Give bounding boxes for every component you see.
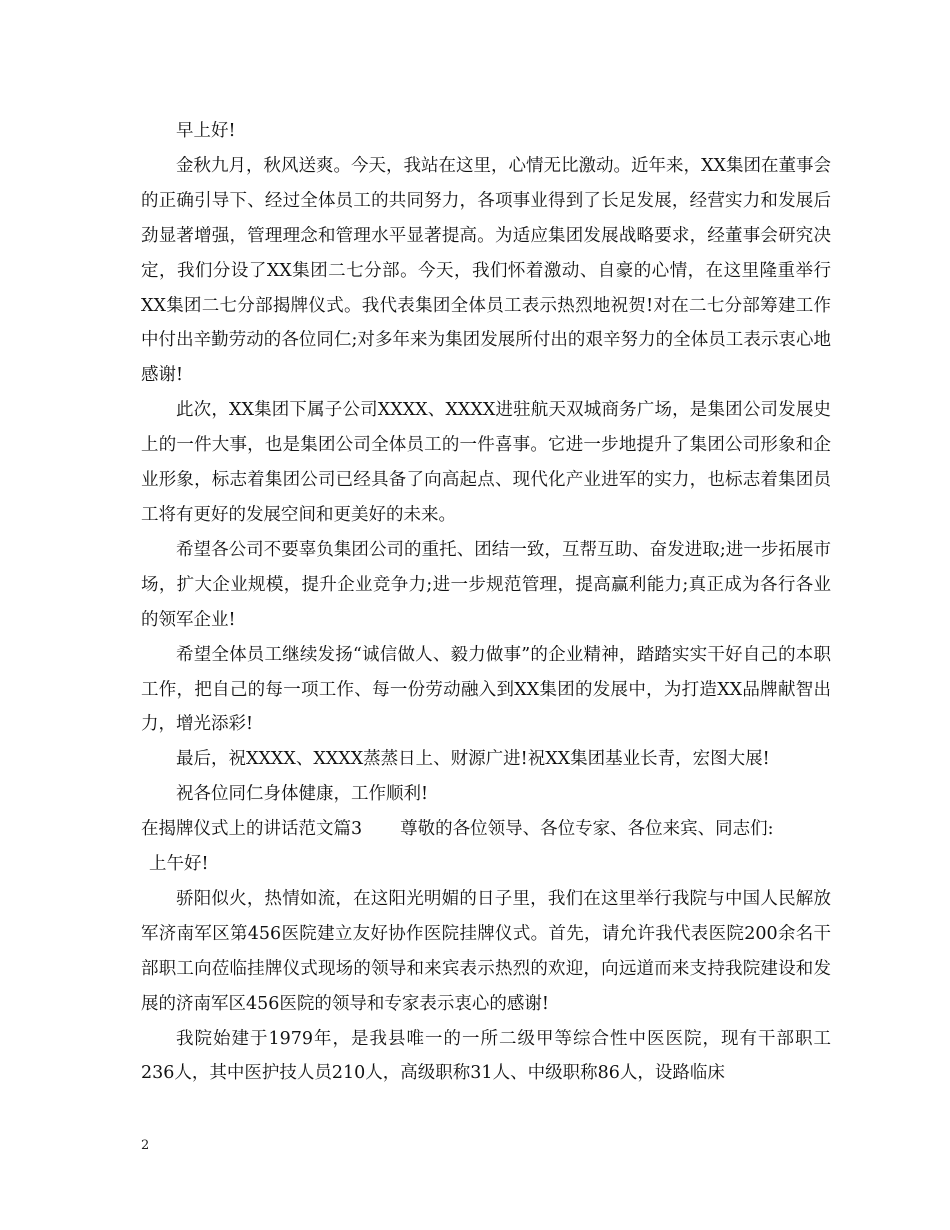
paragraph-hope-employees: 希望全体员工继续发扬“诚信做人、毅力做事”的企业精神，踏踏实实干好自己的本职工作，把自己的每一项工作、每一份劳动融入到XX集团的发展中，为打造XX品牌献智出力，增光添彩! <box>141 644 831 735</box>
salutation: 尊敬的各位领导、各位专家、各位来宾、同志们: <box>400 819 774 840</box>
paragraph-hope-companies: 希望各公司不要辜负集团公司的重托、团结一致，互帮互助、奋发进取;进一步拓展市场，扩大企业规模，提升企业竞争力;进一步规范管理，提高赢利能力;真正成为各行各业的领军企业! <box>141 539 831 630</box>
greeting-noon: 上午好! <box>149 854 209 875</box>
section-title: 在揭牌仪式上的讲话范文篇3 <box>141 819 363 840</box>
paragraph-ceremony: 骄阳似火，热情如流，在这阳光明媚的日子里，我们在这里举行我院与中国人民解放军济南军区第456医院建立友好协作医院挂牌仪式。首先，请允许我代表医院200余名干部职工向莅临挂牌仪式现场的领导和来宾表示热烈的欢迎，向远道而来支持我院建设和发展的济南军区456医院的领导和专家表示衷心的感谢! <box>141 888 831 1014</box>
greeting-morning: 早上好! <box>176 121 236 141</box>
page-number: 2 <box>141 1138 150 1153</box>
paragraph-significance: 此次，XX集团下属子公司XXXX、XXXX进驻航天双城商务广场，是集团公司发展史上的一件大事，也是集团公司全体员工的一件喜事。它进一步地提升了集团公司形象和企业形象，标志着集团公司已经具备了向高起点、现代化产业进军的实力，也标志着集团员工将有更好的发展空间和更美好的未来。 <box>141 400 831 525</box>
paragraph-wishes: 最后，祝XXXX、XXXX蒸蒸日上、财源广进!祝XX集团基业长青，宏图大展! <box>176 749 770 770</box>
paragraph-closing-wish: 祝各位同仁身体健康，工作顺利! <box>176 784 429 805</box>
section-heading-line <box>141 812 831 847</box>
paragraph-hospital-intro: 我院始建于1979年，是我县唯一的一所二级甲等综合性中医医院，现有干部职工236人，其中医护技人员210人，高级职称31人、中级职称86人，设路临床 <box>141 1028 831 1084</box>
document-body <box>141 114 831 1091</box>
paragraph-opening: 金秋九月，秋风送爽。今天，我站在这里，心情无比激动。近年来，XX集团在董事会的正确引导下、经过全体员工的共同努力，各项事业得到了长足发展，经营实力和发展后劲显著增强，管理理念和管理水平显著提高。为适应集团发展战略要求，经董事会研究决定，我们分设了XX集团二七分部。今天，我们怀着激动、自豪的心情，在这里隆重举行XX集团二七分部揭牌仪式。我代表集团全体员工表示热烈地祝贺!对在二七分部筹建工作中付出辛勤劳动的各位同仁;对多年来为集团发展所付出的艰辛努力的全体员工表示衷心地感谢! <box>141 155 831 386</box>
